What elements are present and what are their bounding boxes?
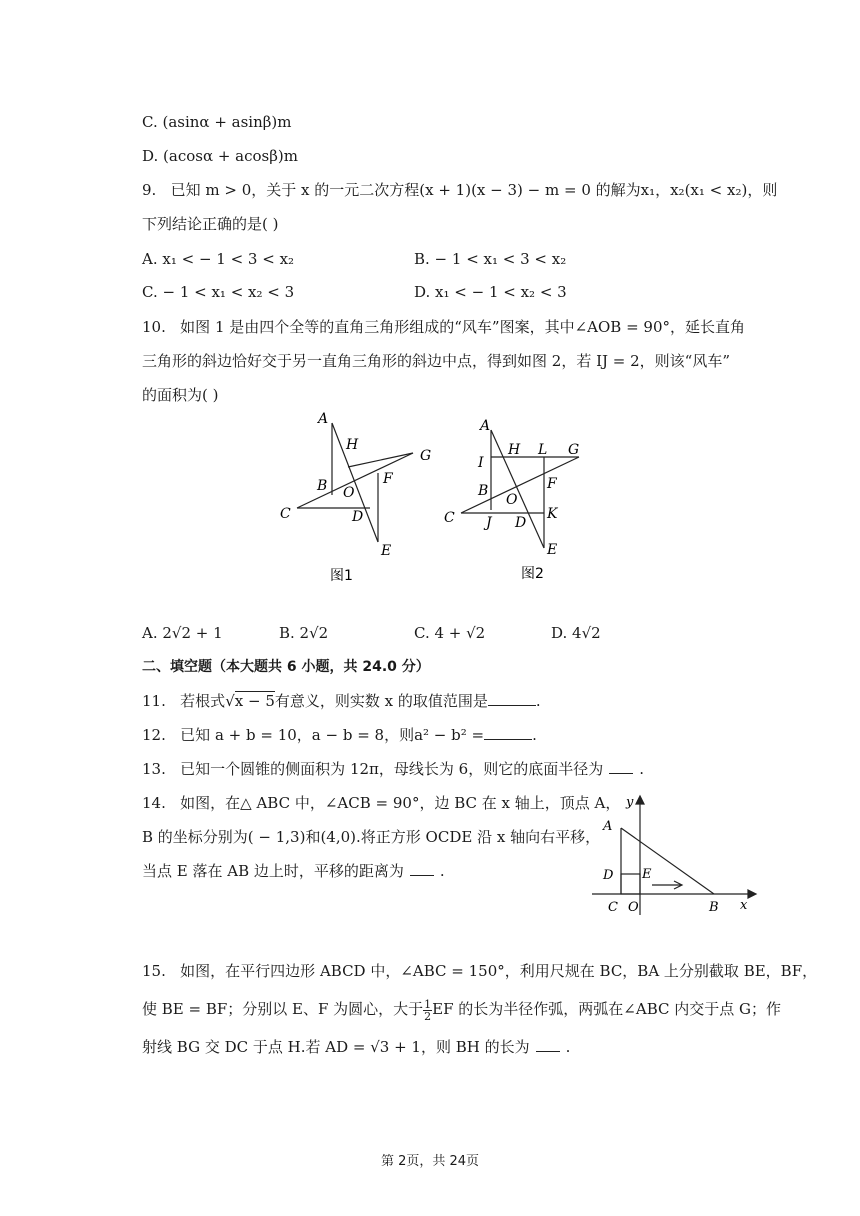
fig1-label: H bbox=[346, 437, 359, 453]
q8-option-c: C. (asinα + asinβ)m bbox=[142, 113, 292, 131]
q14-number: 14. bbox=[142, 794, 166, 812]
q10-line3: 的面积为( ) bbox=[142, 386, 219, 404]
q12-number: 12. bbox=[142, 726, 166, 744]
fig1-label: F bbox=[383, 471, 393, 487]
q11-text-b: 有意义，则实数 x 的取值范围是 bbox=[274, 692, 488, 710]
q10-line2: 三角形的斜边恰好交于另一直角三角形的斜边中点，得到如图 2，若 IJ = 2，则该“风车” bbox=[142, 352, 731, 370]
fig2-label: H bbox=[508, 442, 521, 458]
q11: 11. 若根式√x − 5有意义，则实数 x 的取值范围是 . bbox=[142, 692, 541, 710]
q9-option-b: B. − 1 < x₁ < 3 < x₂ bbox=[414, 250, 567, 268]
q11-number: 11. bbox=[142, 692, 166, 710]
fig2-label: G bbox=[568, 442, 580, 458]
q10-option-a: A. 2√2 + 1 bbox=[142, 624, 223, 642]
fig2-label: E bbox=[547, 542, 558, 558]
fig2-label: B bbox=[478, 483, 489, 499]
q13-number: 13. bbox=[142, 760, 166, 778]
fig2-label: J bbox=[486, 515, 492, 531]
q14-label: A bbox=[603, 819, 613, 834]
q9-option-c: C. − 1 < x₁ < x₂ < 3 bbox=[142, 283, 295, 301]
q15-text2a: 使 BE = BF；分别以 E、F 为圆心，大于 bbox=[142, 1000, 424, 1018]
q11-text-c: . bbox=[535, 692, 541, 710]
fig2-label: C bbox=[444, 510, 455, 526]
fig1-label: B bbox=[317, 478, 328, 494]
q14-line2: B 的坐标分别为( − 1,3)和(4,0).将正方形 OCDE 沿 x 轴向右平移， bbox=[142, 828, 601, 846]
q14-line3 bbox=[142, 860, 445, 882]
fig1-label: O bbox=[343, 485, 355, 501]
fig2-label: I bbox=[478, 455, 484, 471]
q9-line1 bbox=[142, 179, 777, 201]
q13-answer-blank[interactable] bbox=[609, 759, 633, 774]
q15-line1 bbox=[142, 960, 817, 982]
fig2-label: D bbox=[515, 515, 527, 531]
q9-number: 9. bbox=[142, 181, 157, 199]
q14-line1 bbox=[142, 792, 620, 814]
q9-option-a: A. x₁ < − 1 < 3 < x₂ bbox=[142, 250, 295, 268]
q13-text-a: 已知一个圆锥的侧面积为 12π，母线长为 6，则它的底面半径为 bbox=[180, 760, 604, 778]
fig1-caption: 图1 bbox=[330, 568, 353, 584]
q10-option-b: B. 2√2 bbox=[279, 624, 329, 642]
fraction-numerator: 1 bbox=[424, 997, 432, 1011]
q9-text1: 已知 m > 0，关于 x 的一元二次方程(x + 1)(x − 3) − m = 0 的解为x₁，x₂(x₁ < x₂)，则 bbox=[170, 181, 778, 199]
q14-text3-end: . bbox=[439, 862, 445, 880]
x-axis-arrow bbox=[748, 890, 756, 898]
q15-text1: 如图，在平行四边形 ABCD 中，∠ABC = 150°，利用尺规在 BC，BA 上分别截取 BE，BF， bbox=[180, 962, 818, 980]
fig2-label: K bbox=[547, 506, 558, 522]
q9-option-d: D. x₁ < − 1 < x₂ < 3 bbox=[414, 283, 567, 301]
q14-label: y bbox=[626, 795, 634, 810]
q10-figure1 bbox=[270, 405, 440, 585]
segment-ab bbox=[621, 828, 714, 894]
q10-option-c: C. 4 + √2 bbox=[414, 624, 486, 642]
fig1-label: E bbox=[381, 543, 392, 559]
q13-text-b: . bbox=[639, 760, 644, 778]
square-ocde bbox=[621, 874, 640, 894]
q12 bbox=[142, 724, 537, 746]
q14-label: C bbox=[608, 900, 618, 915]
q12-text-b: . bbox=[532, 726, 537, 744]
q10-option-d: D. 4√2 bbox=[551, 624, 601, 642]
fraction-denominator: 2 bbox=[424, 1009, 432, 1023]
q14-label: D bbox=[603, 868, 614, 883]
fig1-label: C bbox=[280, 506, 291, 522]
fig1-label: D bbox=[352, 509, 364, 525]
fig2-label: O bbox=[506, 492, 518, 508]
fig1-line-gc bbox=[297, 453, 413, 508]
fig2-label: L bbox=[538, 442, 548, 458]
fig2-label: F bbox=[547, 476, 557, 492]
q15-line2 bbox=[142, 996, 781, 1022]
q15-number: 15. bbox=[142, 962, 166, 980]
q15-text3-end: . bbox=[565, 1038, 571, 1056]
q15-text3: 射线 BG 交 DC 于点 H.若 AD = √3 + 1，则 BH 的长为 bbox=[142, 1038, 530, 1056]
q8-option-d: D. (acosα + acosβ)m bbox=[142, 147, 299, 165]
q11-text-a: 若根式 bbox=[180, 692, 226, 710]
q10-text1: 如图 1 是由四个全等的直角三角形组成的“风车”图案，其中∠AOB = 90°，延长直角 bbox=[180, 318, 746, 336]
q14-label: E bbox=[642, 867, 652, 882]
q10-line1 bbox=[142, 316, 745, 338]
q9-line2: 下列结论正确的是( ) bbox=[142, 215, 279, 233]
q11-answer-blank[interactable] bbox=[488, 691, 536, 706]
y-axis-arrow bbox=[636, 796, 644, 804]
q14-label: O bbox=[628, 900, 639, 915]
fig1-label: G bbox=[420, 448, 432, 464]
q14-figure bbox=[592, 790, 762, 920]
q14-label: B bbox=[709, 900, 719, 915]
q15-text2b: EF 的长为半径作弧，两弧在∠ABC 内交于点 G；作 bbox=[432, 1000, 781, 1018]
fig1-label: A bbox=[318, 411, 329, 427]
q14-label: x bbox=[740, 898, 748, 913]
q11-radicand: x − 5 bbox=[234, 692, 275, 710]
fig2-caption: 图2 bbox=[521, 566, 544, 582]
q14-text1: 如图，在△ ABC 中，∠ACB = 90°，边 BC 在 x 轴上，顶点 A， bbox=[180, 794, 621, 812]
q12-answer-blank[interactable] bbox=[484, 725, 532, 740]
q14-answer-blank[interactable] bbox=[410, 861, 434, 876]
q15-answer-blank[interactable] bbox=[536, 1037, 560, 1052]
fig1-line-hg bbox=[348, 453, 413, 467]
page-footer: 第 2页，共 24页 bbox=[380, 1154, 480, 1169]
q15-fraction bbox=[423, 999, 432, 1022]
q10-number: 10. bbox=[142, 318, 166, 336]
q10-figure2 bbox=[436, 410, 596, 585]
fig2-label: A bbox=[480, 418, 491, 434]
section-heading-fill-in: 二、填空题（本大题共 6 小题，共 24.0 分） bbox=[142, 659, 430, 675]
q12-text-a: 已知 a + b = 10，a − b = 8，则a² − b² = bbox=[180, 726, 485, 744]
q15-line3 bbox=[142, 1036, 570, 1058]
q13 bbox=[142, 758, 644, 780]
q14-text3: 当点 E 落在 AB 边上时，平移的距离为 bbox=[142, 862, 404, 880]
